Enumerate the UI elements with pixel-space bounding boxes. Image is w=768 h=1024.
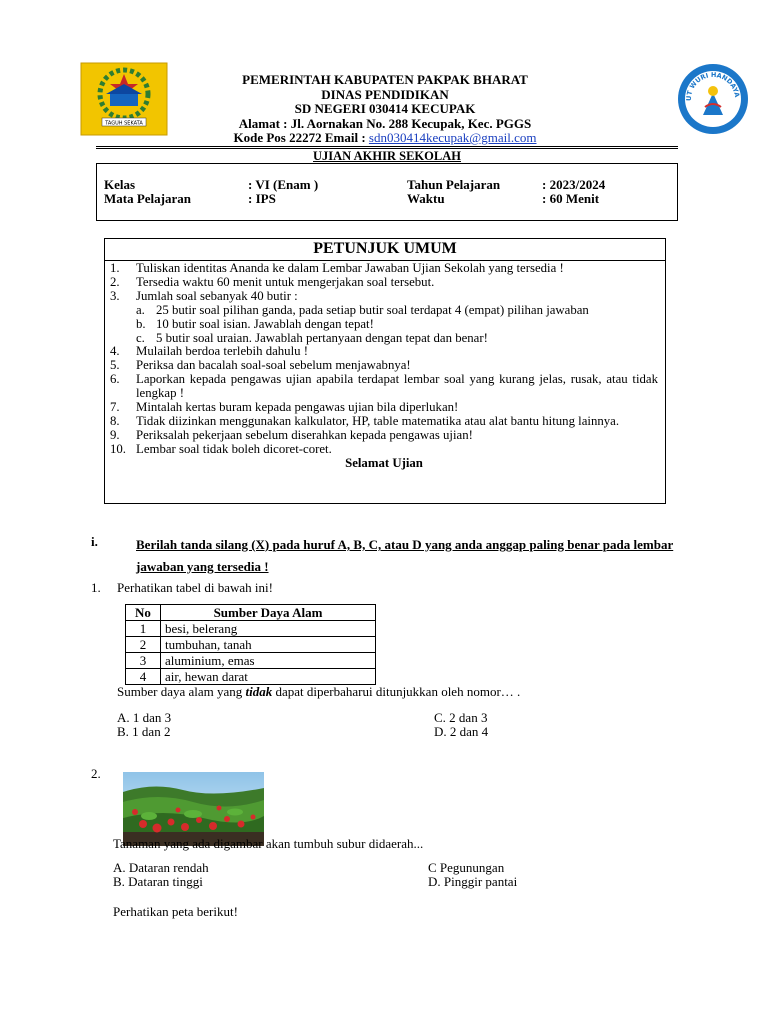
option-a[interactable]: A. 1 dan 3 <box>117 710 172 725</box>
table-cell: 2 <box>126 637 161 653</box>
header-line-government: PEMERINTAH KABUPATEN PAKPAK BHARAT <box>242 72 528 87</box>
instructions-list <box>110 262 658 471</box>
natural-resources-table <box>125 604 376 685</box>
school-header <box>170 73 600 146</box>
class-value: : VI (Enam ) <box>248 177 319 192</box>
section-instruction: Berilah tanda silang (X) pada huruf A, B, C, atau D yang anda anggap paling benar pada lembar jawaban yang tersedia ! <box>136 537 674 574</box>
school-year-value: : 2023/2024 <box>542 177 606 192</box>
question-prompt: Perhatikan tabel di bawah ini! <box>117 580 273 595</box>
exam-title: UJIAN AKHIR SEKOLAH <box>313 149 461 163</box>
option-a[interactable]: A. Dataran rendah <box>113 860 209 875</box>
subject-label: Mata Pelajaran <box>104 191 192 206</box>
instruction-item: 10. Lembar soal tidak boleh dicoret-coret. <box>110 441 332 456</box>
header-rule-top <box>96 146 678 147</box>
table-cell: aluminium, emas <box>161 653 376 669</box>
subject-value: : IPS <box>248 191 276 206</box>
duration-value: : 60 Menit <box>542 191 600 206</box>
option-d[interactable]: D. Pinggir pantai <box>428 874 518 889</box>
option-d[interactable]: D. 2 dan 4 <box>434 724 489 739</box>
next-question-prompt: Perhatikan peta berikut! <box>113 904 238 919</box>
table-header-row <box>126 605 376 621</box>
table-cell: tumbuhan, tanah <box>161 637 376 653</box>
header-line-contact <box>170 131 600 146</box>
instruction-item: 9. Periksalah pekerjaan sebelum diserahkan kepada pengawas ujian! <box>110 427 473 442</box>
class-label: Kelas <box>104 177 136 192</box>
instruction-item: 5. Periksa dan bacalah soal-soal sebelum menjawabnya! <box>110 358 411 373</box>
table-row <box>126 669 376 685</box>
instruction-subitem: c. 5 butir soal uraian. Jawablah pertanyaan dengan tepat dan benar! <box>136 330 488 345</box>
table-row <box>126 653 376 669</box>
school-year-label: Tahun Pelajaran <box>407 177 501 192</box>
table-row <box>126 621 376 637</box>
instruction-item: 8. Tidak diizinkan menggunakan kalkulator, HP, table matematika atau alat bantu hitung lainnya. <box>110 413 620 428</box>
table-header-resource: Sumber Daya Alam <box>161 605 376 621</box>
kabupaten-logo <box>80 62 168 136</box>
table-cell: air, hewan darat <box>161 669 376 685</box>
table-row <box>126 637 376 653</box>
email-link[interactable]: sdn030414kecupak@gmail.com <box>368 130 537 145</box>
strawberry-plants-photo <box>123 772 264 846</box>
duration-label: Waktu <box>407 191 445 206</box>
option-c[interactable]: C Pegunungan <box>428 860 505 875</box>
question-number: 1. <box>91 580 101 595</box>
table-cell: besi, belerang <box>161 621 376 637</box>
closing-greeting: Selamat Ujian <box>345 455 423 470</box>
general-instructions-title: PETUNJUK UMUM <box>313 240 457 257</box>
instruction-subitem: a. 25 butir soal pilihan ganda, pada setiap butir soal terdapat 4 (empat) pilihan jawaban <box>136 302 589 317</box>
instruction-item: 3. Jumlah soal sebanyak 40 butir : <box>110 288 298 303</box>
question-stem: Tanaman yang ada digambar akan tumbuh subur didaerah... <box>113 836 424 851</box>
table-cell: 3 <box>126 653 161 669</box>
option-b[interactable]: B. Dataran tinggi <box>113 874 203 889</box>
header-line-department: DINAS PENDIDIKAN <box>321 86 449 102</box>
option-b[interactable]: B. 1 dan 2 <box>117 724 171 739</box>
emphasis-word: tidak <box>245 684 273 699</box>
instruction-item: 4. Mulailah berdoa terlebih dahulu ! <box>110 344 308 359</box>
question-stem: Sumber daya alam yang tidak dapat diperbaharui ditunjukkan oleh nomor… . <box>117 684 521 699</box>
instruction-subitem: b. 10 butir soal isian. Jawablah dengan tepat! <box>136 316 374 331</box>
instruction-item: 2. Tersedia waktu 60 menit untuk mengerjakan soal tersebut. <box>110 274 435 289</box>
instruction-item: 6. Laporkan kepada pengawas ujian apabila terdapat lembar soal yang kurang jelas, rusak, atau tidak lengkap ! <box>110 372 658 401</box>
header-line-address: Alamat : Jl. Aornakan No. 288 Kecupak, Kec. PGGS <box>238 115 532 131</box>
section-number: i. <box>91 534 98 549</box>
logo-motto: TAGUH SEKATA <box>105 120 143 127</box>
tut-wuri-handayani-logo <box>677 63 749 135</box>
table-cell: 1 <box>126 621 161 637</box>
instruction-item: 1. Tuliskan identitas Ananda ke dalam Lembar Jawaban Ujian Sekolah yang tersedia ! <box>110 261 564 275</box>
table-header-no: No <box>126 605 161 621</box>
question-number: 2. <box>91 766 101 781</box>
postal-code-label: Kode Pos 22272 Email : <box>233 130 366 145</box>
option-c[interactable]: C. 2 dan 3 <box>434 710 488 725</box>
instruction-item: 7. Mintalah kertas buram kepada pengawas ujian bila diperlukan! <box>110 400 459 415</box>
header-line-school: SD NEGERI 030414 KECUPAK <box>294 101 476 116</box>
logo-motto-text: UT WURI HANDAYA <box>684 70 741 101</box>
table-cell: 4 <box>126 669 161 685</box>
